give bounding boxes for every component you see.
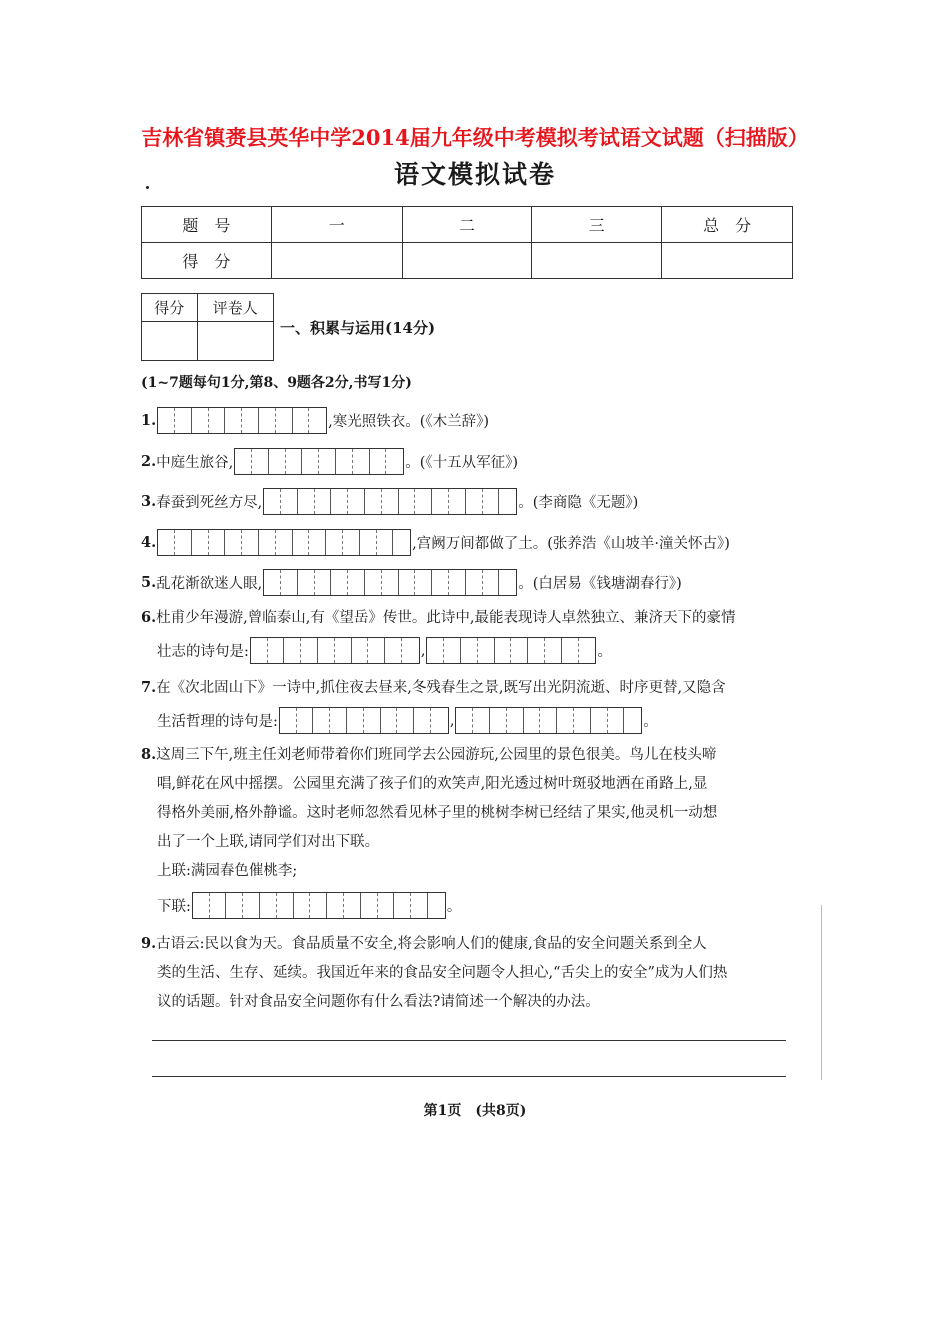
answer-cell[interactable] (315, 570, 332, 595)
answer-cell[interactable] (399, 489, 416, 514)
answer-cell[interactable] (415, 570, 432, 595)
answer-cell[interactable] (276, 530, 293, 555)
answer-cell[interactable] (327, 893, 344, 918)
answer-cell[interactable] (431, 708, 448, 733)
answer-grid[interactable] (279, 707, 449, 734)
answer-cell[interactable] (331, 570, 348, 595)
answer-cell[interactable] (259, 408, 276, 433)
scan-dot (146, 186, 149, 189)
answer-cell[interactable] (335, 638, 352, 663)
answer-grid[interactable] (263, 569, 517, 596)
score-cell-part1[interactable] (271, 243, 402, 279)
answer-cell[interactable] (499, 570, 516, 595)
answer-cell[interactable] (310, 893, 327, 918)
answer-cell[interactable] (269, 449, 286, 474)
answer-cell[interactable] (252, 449, 269, 474)
answer-cell[interactable] (449, 570, 466, 595)
question-text: 唱,鲜花在风中摇摆。公园里充满了孩子们的欢笑声,阳光透过树叶斑驳地洒在甬路上,显 (157, 776, 708, 792)
answer-cell[interactable] (210, 893, 227, 918)
answer-cell[interactable] (466, 570, 483, 595)
answer-cell[interactable] (298, 489, 315, 514)
score-table-header-part2: 二 (402, 207, 532, 243)
answer-cell[interactable] (370, 449, 387, 474)
question-6-text (141, 603, 796, 633)
answer-cell[interactable] (528, 638, 545, 663)
answer-cell[interactable] (414, 708, 431, 733)
answer-cell[interactable] (158, 530, 175, 555)
answer-cell[interactable] (511, 638, 528, 663)
answer-cell[interactable] (608, 708, 625, 733)
answer-grid[interactable] (263, 488, 517, 515)
answer-cell[interactable] (276, 408, 293, 433)
answer-cell[interactable] (557, 708, 574, 733)
answer-cell[interactable] (309, 530, 326, 555)
question-number: 4. (141, 534, 157, 551)
answer-cell[interactable] (336, 449, 353, 474)
answer-cell[interactable] (301, 638, 318, 663)
answer-cell[interactable] (242, 408, 259, 433)
answer-line[interactable] (152, 1076, 786, 1077)
page-footer: 第1页 (共8页) (423, 1103, 527, 1119)
question-4 (141, 529, 730, 556)
question-8-answer (157, 892, 461, 919)
answer-cell[interactable] (286, 449, 303, 474)
answer-cell[interactable] (381, 708, 398, 733)
question-text: 乱花渐欲迷人眼, (156, 576, 263, 592)
answer-grid[interactable] (250, 637, 420, 664)
score-table-header-label: 题 号 (142, 207, 272, 243)
question-9-text (141, 929, 796, 1017)
end-mark: 。 (446, 899, 462, 915)
answer-cell[interactable] (353, 449, 370, 474)
answer-cell[interactable] (225, 408, 242, 433)
question-text: 类的生活、生存、延续。我国近年来的食品安全问题令人担心,“舌尖上的安全”成为人们热 (157, 965, 728, 981)
answer-cell[interactable] (268, 638, 285, 663)
answer-cell[interactable] (293, 408, 310, 433)
answer-cell[interactable] (444, 638, 461, 663)
answer-cell[interactable] (302, 449, 319, 474)
question-5 (141, 569, 682, 596)
answer-cell[interactable] (368, 638, 385, 663)
answer-cell[interactable] (579, 638, 596, 663)
grader-score-cell[interactable] (142, 322, 198, 361)
answer-cell[interactable] (264, 570, 281, 595)
answer-cell[interactable] (478, 638, 495, 663)
answer-line[interactable] (152, 1040, 786, 1041)
answer-cell[interactable] (251, 638, 268, 663)
answer-cell[interactable] (260, 893, 277, 918)
question-text: 得格外美丽,格外静谧。这时老师忽然看见林子里的桃树李树已经结了果实,他灵机一动想 (157, 805, 718, 821)
answer-cell[interactable] (432, 489, 449, 514)
question-1 (141, 407, 489, 434)
question-number: 7. (141, 679, 157, 696)
answer-cell[interactable] (574, 708, 591, 733)
grader-name-cell[interactable] (197, 322, 273, 361)
answer-cell[interactable] (284, 638, 301, 663)
answer-cell[interactable] (591, 708, 608, 733)
answer-cell[interactable] (259, 530, 276, 555)
answer-cell[interactable] (385, 638, 402, 663)
question-text: 春蚕到死丝方尽, (156, 495, 263, 511)
answer-cell[interactable] (524, 708, 541, 733)
section-instructions: (1~7题每句1分,第8、9题各2分,书写1分) (141, 375, 412, 391)
question-7-answer (157, 707, 658, 734)
question-2 (141, 448, 518, 475)
answer-cell[interactable] (415, 489, 432, 514)
answer-cell[interactable] (331, 489, 348, 514)
answer-cell[interactable] (347, 708, 364, 733)
answer-cell[interactable] (449, 489, 466, 514)
answer-cell[interactable] (461, 638, 478, 663)
answer-cell[interactable] (499, 489, 516, 514)
answer-cell[interactable] (344, 893, 361, 918)
answer-cell[interactable] (360, 530, 377, 555)
answer-cell[interactable] (158, 408, 175, 433)
answer-cell[interactable] (277, 893, 294, 918)
score-cell-total[interactable] (662, 243, 793, 279)
answer-cell[interactable] (348, 489, 365, 514)
answer-grid[interactable] (455, 707, 642, 734)
answer-cell[interactable] (298, 570, 315, 595)
answer-cell[interactable] (330, 708, 347, 733)
question-number: 2. (141, 453, 157, 470)
answer-cell[interactable] (175, 530, 192, 555)
answer-cell[interactable] (473, 708, 490, 733)
scan-edge-line (821, 905, 822, 1080)
question-text: ,寒光照铁衣。(《木兰辞》) (328, 414, 490, 430)
score-table-header-part3: 三 (532, 207, 662, 243)
question-text: 在《次北固山下》一诗中,抓住夜去昼来,冬残春生之景,既写出光阴流逝、时序更替,又隐含 (156, 680, 726, 696)
answer-cell[interactable] (264, 489, 281, 514)
question-text: 壮志的诗句是: (157, 644, 249, 660)
answer-cell[interactable] (483, 570, 500, 595)
separator: , (449, 712, 455, 729)
answer-cell[interactable] (411, 893, 428, 918)
separator: , (420, 642, 426, 659)
answer-cell[interactable] (209, 530, 226, 555)
question-text: 出了一个上联,请同学们对出下联。 (157, 834, 380, 850)
answer-cell[interactable] (226, 893, 243, 918)
answer-cell[interactable] (235, 449, 252, 474)
answer-grid[interactable] (426, 637, 596, 664)
answer-cell[interactable] (397, 708, 414, 733)
answer-cell[interactable] (545, 638, 562, 663)
answer-cell[interactable] (562, 638, 579, 663)
answer-cell[interactable] (348, 570, 365, 595)
answer-cell[interactable] (382, 489, 399, 514)
answer-cell[interactable] (427, 638, 444, 663)
question-text: 中庭生旅谷, (156, 455, 234, 471)
document-title: 吉林省镇赉县英华中学2014届九年级中考模拟考试语文试题（扫描版） (141, 125, 809, 150)
answer-cell[interactable] (352, 638, 369, 663)
answer-cell[interactable] (309, 408, 326, 433)
question-text: 这周三下午,班主任刘老师带着你们班同学去公园游玩,公园里的景色很美。鸟儿在枝头啼 (156, 747, 717, 763)
answer-cell[interactable] (393, 530, 410, 555)
question-number: 9. (141, 935, 157, 952)
grader-score-label: 得分 (142, 294, 198, 322)
answer-cell[interactable] (432, 570, 449, 595)
score-cell-part3[interactable] (532, 243, 662, 279)
end-mark: 。 (597, 644, 612, 660)
score-table-header-total: 总 分 (662, 207, 793, 243)
score-table (141, 206, 793, 279)
answer-cell[interactable] (297, 708, 314, 733)
answer-cell[interactable] (386, 449, 403, 474)
answer-cell[interactable] (281, 570, 298, 595)
answer-cell[interactable] (294, 893, 311, 918)
answer-cell[interactable] (192, 530, 209, 555)
score-table-row-label: 得 分 (142, 243, 272, 279)
answer-cell[interactable] (456, 708, 473, 733)
answer-cell[interactable] (225, 530, 242, 555)
answer-cell[interactable] (466, 489, 483, 514)
question-number: 1. (141, 412, 157, 429)
question-number: 5. (141, 574, 157, 591)
answer-cell[interactable] (318, 638, 335, 663)
answer-cell[interactable] (175, 408, 192, 433)
answer-cell[interactable] (483, 489, 500, 514)
exam-title: 语文模拟试卷 (393, 160, 556, 189)
answer-cell[interactable] (399, 570, 416, 595)
answer-cell[interactable] (242, 530, 259, 555)
answer-cell[interactable] (192, 408, 209, 433)
answer-cell[interactable] (365, 489, 382, 514)
question-number: 3. (141, 493, 157, 510)
question-6-answer (157, 637, 612, 664)
lower-couplet-label: 下联: (157, 899, 191, 915)
answer-cell[interactable] (280, 708, 297, 733)
question-number: 8. (141, 746, 157, 763)
answer-cell[interactable] (293, 530, 310, 555)
answer-cell[interactable] (402, 638, 419, 663)
question-text: 。(《十五从军征》) (405, 455, 519, 471)
question-3 (141, 488, 638, 515)
answer-cell[interactable] (377, 530, 394, 555)
grader-box (141, 293, 274, 361)
answer-cell[interactable] (313, 708, 330, 733)
answer-cell[interactable] (319, 449, 336, 474)
question-text: 杜甫少年漫游,曾临泰山,有《望岳》传世。此诗中,最能表现诗人卓然独立、兼济天下的豪情 (156, 610, 736, 626)
answer-cell[interactable] (315, 489, 332, 514)
upper-couplet: 上联:满园春色催桃李; (157, 863, 298, 879)
answer-cell[interactable] (382, 570, 399, 595)
answer-cell[interactable] (624, 708, 641, 733)
answer-cell[interactable] (378, 893, 395, 918)
answer-cell[interactable] (326, 530, 343, 555)
question-text: 。(李商隐《无题》) (518, 495, 639, 511)
score-cell-part2[interactable] (402, 243, 532, 279)
answer-cell[interactable] (540, 708, 557, 733)
answer-cell[interactable] (281, 489, 298, 514)
section-title: 一、积累与运用(14分) (280, 319, 436, 337)
answer-cell[interactable] (243, 893, 260, 918)
question-text: 议的话题。针对食品安全问题你有什么看法?请简述一个解决的办法。 (157, 994, 600, 1010)
answer-grid[interactable] (234, 448, 404, 475)
question-text: 生活哲理的诗句是: (157, 714, 278, 730)
answer-cell[interactable] (490, 708, 507, 733)
answer-cell[interactable] (495, 638, 512, 663)
answer-grid[interactable] (157, 407, 327, 434)
answer-grid[interactable] (157, 529, 411, 556)
end-mark: 。 (643, 714, 658, 730)
answer-cell[interactable] (428, 893, 445, 918)
question-text: 古语云:民以食为天。食品质量不安全,将会影响人们的健康,食品的安全问题关系到全人 (156, 936, 707, 952)
answer-cell[interactable] (343, 530, 360, 555)
answer-grid[interactable] (192, 892, 446, 919)
question-7-text (141, 673, 796, 703)
answer-cell[interactable] (507, 708, 524, 733)
answer-cell[interactable] (365, 570, 382, 595)
answer-cell[interactable] (394, 893, 411, 918)
question-8-text (141, 740, 796, 886)
grader-name-label: 评卷人 (197, 294, 273, 322)
answer-cell[interactable] (361, 893, 378, 918)
answer-cell[interactable] (209, 408, 226, 433)
answer-cell[interactable] (364, 708, 381, 733)
answer-cell[interactable] (193, 893, 210, 918)
question-text: ,宫阙万间都做了土。(张养浩《山坡羊·潼关怀古》) (412, 536, 730, 552)
question-text: 。(白居易《钱塘湖春行》) (518, 576, 682, 592)
score-table-header-part1: 一 (271, 207, 402, 243)
question-number: 6. (141, 609, 157, 626)
